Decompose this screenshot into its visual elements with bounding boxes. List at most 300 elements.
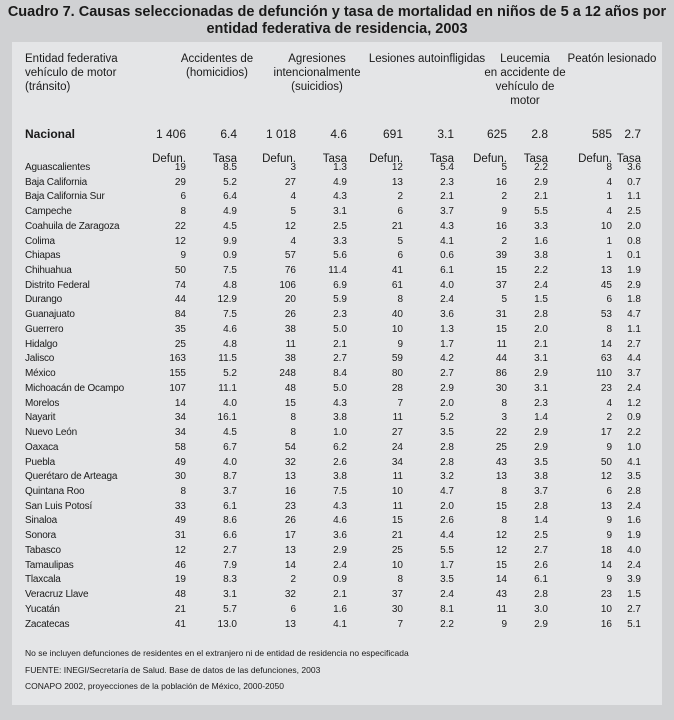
peaton-defun-cell: 2 xyxy=(606,412,612,424)
peaton-tasa-cell: 2.9 xyxy=(627,279,641,291)
header-line: Entidad federativa xyxy=(25,53,118,65)
table-row xyxy=(12,410,641,425)
agresiones-defun-cell: 48 xyxy=(284,382,296,394)
peaton-tasa-cell: 1.1 xyxy=(627,191,641,203)
agresiones-tasa-cell: 2.4 xyxy=(333,559,347,571)
peaton-tasa-cell: 4.0 xyxy=(627,544,641,556)
accidentes-defun-cell: 8 xyxy=(180,206,186,218)
entity-name-cell: Sinaloa xyxy=(25,515,57,527)
peaton-defun-cell: 1 xyxy=(606,191,612,203)
leucemia-tasa-cell: 2.4 xyxy=(534,279,548,291)
leucemia-tasa-cell: 2.8 xyxy=(534,589,548,601)
agresiones-tasa-cell: 11.4 xyxy=(328,265,347,276)
agresiones-defun-cell: 106 xyxy=(279,279,296,291)
peaton-defun-cell: 23 xyxy=(600,589,612,601)
lesiones-tasa-cell: 5.5 xyxy=(440,544,454,556)
lesiones-tasa-cell: 3.7 xyxy=(440,206,454,218)
peaton-defun-cell: 13 xyxy=(600,265,612,276)
leucemia-defun-cell: 22 xyxy=(495,427,507,439)
accidentes-defun-cell: 21 xyxy=(174,603,186,615)
peaton-tasa-cell: 2.7 xyxy=(627,338,641,350)
agresiones-defun-cell: 5 xyxy=(290,206,296,218)
agresiones-tasa-cell: 5.9 xyxy=(333,294,347,306)
leucemia-defun-cell: 5 xyxy=(501,161,507,173)
table-row xyxy=(12,455,641,470)
lesiones-tasa-cell: 2.1 xyxy=(440,191,454,203)
peaton-tasa-cell: 2.4 xyxy=(627,559,641,571)
accidentes-defun-cell: 31 xyxy=(174,530,186,542)
accidentes-tasa-cell: 4.8 xyxy=(223,279,237,291)
lesiones-defun-cell: 2 xyxy=(397,191,403,203)
agresiones-defun-cell: 38 xyxy=(284,323,296,335)
table-row xyxy=(12,293,641,308)
lesiones-defun-cell: 11 xyxy=(392,412,403,424)
table-row xyxy=(12,352,641,367)
accidentes-tasa-cell: 4.6 xyxy=(223,323,237,335)
accidentes-tasa-cell: 6.1 xyxy=(223,500,237,512)
lesiones-tasa-cell: 5.4 xyxy=(440,161,454,173)
peaton-defun-cell: 1 xyxy=(606,250,612,262)
accidentes-defun-cell: 25 xyxy=(174,338,186,350)
table-row xyxy=(12,263,641,278)
accidentes-defun-cell: 29 xyxy=(174,176,186,188)
agresiones-defun-cell: 4 xyxy=(290,235,296,247)
peaton-defun-cell: 4 xyxy=(606,206,612,218)
agresiones-defun-cell: 13 xyxy=(284,471,296,483)
subheader-tasa: Tasa xyxy=(616,153,641,165)
leucemia-defun-cell: 13 xyxy=(495,471,507,483)
leucemia-defun-cell: 15 xyxy=(495,559,507,571)
lesiones-defun-cell: 30 xyxy=(391,603,403,615)
agresiones-defun-cell: 15 xyxy=(284,397,296,409)
entity-name-cell: Morelos xyxy=(25,397,60,409)
peaton-tasa-cell: 4.1 xyxy=(627,456,641,468)
lesiones-defun-cell: 40 xyxy=(391,309,403,321)
entity-name-cell: Zacatecas xyxy=(25,618,70,630)
agresiones-defun-cell: 13 xyxy=(284,618,296,630)
accidentes-tasa-cell: 2.7 xyxy=(223,544,237,556)
accidentes-defun-cell: 46 xyxy=(174,559,186,571)
table-row xyxy=(12,528,641,543)
table-row xyxy=(12,278,641,293)
peaton-tasa-cell: 2.4 xyxy=(627,500,641,512)
agresiones-defun-cell: 26 xyxy=(284,309,296,321)
accidentes-defun-cell: 58 xyxy=(174,441,186,453)
table-row xyxy=(12,322,641,337)
accidentes-tasa-cell: 6.7 xyxy=(223,441,237,453)
agresiones-tasa-cell: 7.5 xyxy=(333,486,347,498)
agresiones-tasa-cell: 5.6 xyxy=(333,250,347,262)
agresiones-tasa-cell: 6.2 xyxy=(333,441,347,453)
peaton-tasa-cell: 3.6 xyxy=(627,161,641,173)
entity-name-cell: Tabasco xyxy=(25,544,61,556)
leucemia-tasa-cell: 2.2 xyxy=(534,265,548,276)
leucemia-tasa-cell: 3.1 xyxy=(534,382,548,394)
accidentes-defun-cell: 19 xyxy=(174,574,186,586)
subheader-defun: Defun. xyxy=(473,153,507,165)
leucemia-defun-cell: 43 xyxy=(495,589,507,601)
peaton-defun-cell: 8 xyxy=(606,161,612,173)
agresiones-tasa-cell: 3.1 xyxy=(333,206,347,218)
table-row xyxy=(12,307,641,322)
agresiones-tasa-cell: 2.6 xyxy=(333,456,347,468)
leucemia-tasa-cell: 3.0 xyxy=(534,603,548,615)
leucemia-defun-cell: 9 xyxy=(501,618,507,630)
peaton-tasa-cell: 2.7 xyxy=(624,127,641,141)
agresiones-defun-cell: 38 xyxy=(284,353,296,365)
leucemia-defun-cell: 37 xyxy=(495,279,507,291)
header-agresiones xyxy=(262,52,372,94)
entity-name-cell: Nacional xyxy=(25,127,76,141)
accidentes-defun-cell: 107 xyxy=(169,382,186,394)
agresiones-defun-cell: 32 xyxy=(284,456,296,468)
header-leucemia xyxy=(480,52,570,108)
peaton-tasa-cell: 4.4 xyxy=(627,353,641,365)
leucemia-tasa-cell: 2.5 xyxy=(534,530,548,542)
accidentes-defun-cell: 12 xyxy=(174,235,186,247)
peaton-defun-cell: 53 xyxy=(600,309,612,321)
entity-name-cell: Nayarit xyxy=(25,412,56,424)
leucemia-tasa-cell: 2.9 xyxy=(534,441,548,453)
agresiones-defun-cell: 57 xyxy=(284,250,296,262)
leucemia-tasa-cell: 2.3 xyxy=(534,397,548,409)
agresiones-defun-cell: 16 xyxy=(284,486,296,498)
accidentes-tasa-cell: 3.1 xyxy=(223,589,237,601)
accidentes-defun-cell: 1 406 xyxy=(155,127,186,141)
agresiones-tasa-cell: 4.3 xyxy=(333,397,347,409)
agresiones-defun-cell: 8 xyxy=(290,427,296,439)
table-row xyxy=(12,396,641,411)
entity-name-cell: Tamaulipas xyxy=(25,559,74,571)
lesiones-tasa-cell: 6.1 xyxy=(440,265,454,276)
accidentes-tasa-cell: 5.2 xyxy=(223,176,237,188)
leucemia-tasa-cell: 2.1 xyxy=(534,191,548,203)
lesiones-tasa-cell: 2.9 xyxy=(440,382,454,394)
header-line: vehículo de xyxy=(495,81,555,93)
peaton-defun-cell: 9 xyxy=(606,515,612,527)
accidentes-defun-cell: 14 xyxy=(174,397,186,409)
subheader-tasa: Tasa xyxy=(429,153,454,165)
lesiones-tasa-cell: 4.1 xyxy=(440,235,454,247)
peaton-tasa-cell: 2.0 xyxy=(627,220,641,232)
peaton-tasa-cell: 4.7 xyxy=(627,309,641,321)
peaton-tasa-cell: 2.2 xyxy=(627,427,641,439)
accidentes-defun-cell: 155 xyxy=(169,368,186,380)
national-row-table xyxy=(12,126,641,142)
agresiones-tasa-cell: 1.6 xyxy=(333,603,347,615)
peaton-defun-cell: 6 xyxy=(606,486,612,498)
lesiones-tasa-cell: 4.3 xyxy=(440,220,454,232)
table-row xyxy=(12,189,641,204)
title-line-1: Cuadro 7. Causas seleccionadas de defunción y tasa de mortalidad en niños de 5 a 12 años por xyxy=(7,4,667,20)
agresiones-defun-cell: 4 xyxy=(290,191,296,203)
lesiones-defun-cell: 7 xyxy=(397,397,403,409)
peaton-defun-cell: 9 xyxy=(606,574,612,586)
header-line: (tránsito) xyxy=(25,81,71,93)
agresiones-tasa-cell: 3.8 xyxy=(333,471,347,483)
lesiones-defun-cell: 34 xyxy=(391,456,403,468)
leucemia-defun-cell: 25 xyxy=(495,441,507,453)
table-row xyxy=(12,514,641,529)
lesiones-defun-cell: 8 xyxy=(397,294,403,306)
entity-name-cell: Yucatán xyxy=(25,603,60,615)
leucemia-defun-cell: 2 xyxy=(501,191,507,203)
lesiones-tasa-cell: 2.4 xyxy=(440,294,454,306)
lesiones-defun-cell: 5 xyxy=(397,235,403,247)
peaton-defun-cell: 585 xyxy=(591,127,612,141)
accidentes-tasa-cell: 3.7 xyxy=(223,486,237,498)
agresiones-defun-cell: 14 xyxy=(284,559,296,571)
table-row xyxy=(12,175,641,190)
accidentes-defun-cell: 8 xyxy=(180,486,186,498)
lesiones-defun-cell: 13 xyxy=(391,176,403,188)
peaton-defun-cell: 9 xyxy=(606,530,612,542)
leucemia-tasa-cell: 3.7 xyxy=(534,486,548,498)
accidentes-tasa-cell: 7.9 xyxy=(223,559,237,571)
entity-name-cell: Guerrero xyxy=(25,323,64,335)
entity-name-cell: Tlaxcala xyxy=(25,574,61,586)
accidentes-defun-cell: 44 xyxy=(174,294,186,306)
lesiones-defun-cell: 8 xyxy=(397,574,403,586)
accidentes-tasa-cell: 11.1 xyxy=(218,382,237,394)
leucemia-tasa-cell: 1.6 xyxy=(534,235,548,247)
leucemia-tasa-cell: 1.4 xyxy=(534,412,548,424)
peaton-tasa-cell: 1.1 xyxy=(627,323,641,335)
peaton-tasa-cell: 2.4 xyxy=(627,382,641,394)
peaton-tasa-cell: 1.9 xyxy=(627,265,641,276)
leucemia-defun-cell: 8 xyxy=(501,486,507,498)
header-line: (homicidios) xyxy=(186,67,248,79)
table-row xyxy=(12,617,641,632)
entity-name-cell: Quintana Roo xyxy=(25,486,85,498)
leucemia-tasa-cell: 2.7 xyxy=(534,544,548,556)
leucemia-defun-cell: 625 xyxy=(486,127,507,141)
header-line: (suicidios) xyxy=(291,81,343,93)
accidentes-tasa-cell: 4.5 xyxy=(223,220,237,232)
table-row xyxy=(12,573,641,588)
leucemia-tasa-cell: 2.9 xyxy=(534,176,548,188)
peaton-tasa-cell: 1.0 xyxy=(627,441,641,453)
subheader-defun: Defun. xyxy=(578,153,612,165)
agresiones-tasa-cell: 4.9 xyxy=(333,176,347,188)
table-row xyxy=(12,219,641,234)
lesiones-tasa-cell: 2.0 xyxy=(440,500,454,512)
accidentes-tasa-cell: 4.8 xyxy=(223,338,237,350)
leucemia-tasa-cell: 6.1 xyxy=(534,574,548,586)
peaton-tasa-cell: 0.8 xyxy=(627,235,641,247)
peaton-defun-cell: 8 xyxy=(606,323,612,335)
agresiones-defun-cell: 26 xyxy=(284,515,296,527)
subheader-tasa: Tasa xyxy=(322,153,347,165)
data-table xyxy=(12,160,641,632)
notes xyxy=(25,645,409,695)
entity-name-cell: Sonora xyxy=(25,530,57,542)
peaton-defun-cell: 9 xyxy=(606,441,612,453)
accidentes-defun-cell: 41 xyxy=(174,618,186,630)
leucemia-defun-cell: 15 xyxy=(495,323,507,335)
accidentes-defun-cell: 30 xyxy=(174,471,186,483)
lesiones-defun-cell: 80 xyxy=(391,368,403,380)
table-row xyxy=(12,337,641,352)
agresiones-tasa-cell: 4.6 xyxy=(330,127,347,141)
lesiones-defun-cell: 11 xyxy=(392,500,403,512)
peaton-defun-cell: 63 xyxy=(600,353,612,365)
leucemia-defun-cell: 2 xyxy=(501,235,507,247)
entity-name-cell: Puebla xyxy=(25,456,55,468)
header-line: motor xyxy=(510,95,540,107)
lesiones-tasa-cell: 1.3 xyxy=(440,323,454,335)
peaton-defun-cell: 14 xyxy=(600,338,612,350)
accidentes-defun-cell: 74 xyxy=(174,279,186,291)
peaton-defun-cell: 17 xyxy=(600,427,612,439)
peaton-tasa-cell: 1.9 xyxy=(627,530,641,542)
subheader-defun: Defun. xyxy=(369,153,403,165)
peaton-defun-cell: 50 xyxy=(600,456,612,468)
leucemia-defun-cell: 8 xyxy=(501,515,507,527)
peaton-tasa-cell: 5.1 xyxy=(627,618,641,630)
accidentes-defun-cell: 6 xyxy=(180,191,186,203)
leucemia-tasa-cell: 1.4 xyxy=(534,515,548,527)
agresiones-tasa-cell: 5.0 xyxy=(333,382,347,394)
entity-name-cell: San Luis Potosí xyxy=(25,500,93,512)
table-row xyxy=(12,543,641,558)
accidentes-defun-cell: 19 xyxy=(174,161,186,173)
peaton-tasa-cell: 2.7 xyxy=(627,603,641,615)
subheader-defun: Defun. xyxy=(152,153,186,165)
agresiones-tasa-cell: 3.3 xyxy=(333,235,347,247)
lesiones-defun-cell: 28 xyxy=(391,382,403,394)
leucemia-defun-cell: 11 xyxy=(496,603,507,615)
agresiones-tasa-cell: 3.6 xyxy=(333,530,347,542)
leucemia-defun-cell: 12 xyxy=(495,530,507,542)
leucemia-tasa-cell: 2.2 xyxy=(534,161,548,173)
lesiones-tasa-cell: 0.6 xyxy=(440,250,454,262)
agresiones-defun-cell: 248 xyxy=(279,368,296,380)
entity-name-cell: Jalisco xyxy=(25,353,55,365)
leucemia-tasa-cell: 2.6 xyxy=(534,559,548,571)
agresiones-defun-cell: 11 xyxy=(285,338,296,350)
peaton-defun-cell: 110 xyxy=(596,368,612,380)
leucemia-defun-cell: 11 xyxy=(496,338,507,350)
leucemia-tasa-cell: 2.1 xyxy=(534,338,548,350)
accidentes-tasa-cell: 4.5 xyxy=(223,427,237,439)
peaton-defun-cell: 18 xyxy=(600,544,612,556)
peaton-defun-cell: 1 xyxy=(606,235,612,247)
table-title xyxy=(0,4,674,38)
accidentes-tasa-cell: 11.5 xyxy=(218,353,237,365)
lesiones-tasa-cell: 1.7 xyxy=(440,559,454,571)
entity-name-cell: Guanajuato xyxy=(25,309,75,321)
leucemia-tasa-cell: 2.9 xyxy=(534,427,548,439)
accidentes-tasa-cell: 8.5 xyxy=(223,161,237,173)
agresiones-defun-cell: 3 xyxy=(290,161,296,173)
subheader-tasa: Tasa xyxy=(212,153,237,165)
accidentes-tasa-cell: 4.0 xyxy=(223,456,237,468)
leucemia-defun-cell: 15 xyxy=(495,500,507,512)
peaton-tasa-cell: 3.9 xyxy=(627,574,641,586)
lesiones-defun-cell: 24 xyxy=(391,441,403,453)
leucemia-defun-cell: 30 xyxy=(495,382,507,394)
lesiones-defun-cell: 15 xyxy=(391,515,403,527)
table-row xyxy=(12,204,641,219)
agresiones-tasa-cell: 0.9 xyxy=(333,574,347,586)
lesiones-defun-cell: 12 xyxy=(391,161,403,173)
lesiones-tasa-cell: 3.5 xyxy=(440,574,454,586)
header-accidentes xyxy=(162,52,272,80)
agresiones-tasa-cell: 3.8 xyxy=(333,412,347,424)
lesiones-tasa-cell: 2.8 xyxy=(440,456,454,468)
agresiones-tasa-cell: 2.5 xyxy=(333,220,347,232)
peaton-defun-cell: 13 xyxy=(600,500,612,512)
agresiones-tasa-cell: 8.4 xyxy=(333,368,347,380)
accidentes-defun-cell: 50 xyxy=(174,265,186,276)
accidentes-defun-cell: 49 xyxy=(174,456,186,468)
agresiones-tasa-cell: 2.3 xyxy=(333,309,347,321)
peaton-tasa-cell: 3.5 xyxy=(627,471,641,483)
entity-name-cell: México xyxy=(25,368,56,380)
peaton-defun-cell: 16 xyxy=(600,618,612,630)
lesiones-tasa-cell: 2.6 xyxy=(440,515,454,527)
accidentes-tasa-cell: 6.6 xyxy=(223,530,237,542)
entity-name-cell: Colima xyxy=(25,235,55,247)
peaton-defun-cell: 4 xyxy=(606,397,612,409)
peaton-defun-cell: 10 xyxy=(600,603,612,615)
leucemia-tasa-cell: 5.5 xyxy=(534,206,548,218)
lesiones-tasa-cell: 4.0 xyxy=(440,279,454,291)
peaton-defun-cell: 4 xyxy=(606,176,612,188)
lesiones-tasa-cell: 2.0 xyxy=(440,397,454,409)
lesiones-tasa-cell: 2.4 xyxy=(440,589,454,601)
agresiones-tasa-cell: 6.9 xyxy=(333,279,347,291)
accidentes-tasa-cell: 16.1 xyxy=(217,412,237,424)
leucemia-defun-cell: 14 xyxy=(495,574,507,586)
accidentes-tasa-cell: 6.4 xyxy=(223,191,237,203)
entity-name-cell: Baja California xyxy=(25,176,88,188)
accidentes-defun-cell: 48 xyxy=(174,589,186,601)
lesiones-tasa-cell: 4.2 xyxy=(440,353,454,365)
accidentes-tasa-cell: 4.0 xyxy=(223,397,237,409)
title-line-2: entidad federativa de residencia, 2003 xyxy=(206,21,468,37)
peaton-tasa-cell: 3.7 xyxy=(627,368,641,380)
lesiones-defun-cell: 61 xyxy=(391,279,403,291)
header-line: vehículo de motor xyxy=(25,67,117,79)
leucemia-defun-cell: 8 xyxy=(501,397,507,409)
agresiones-tasa-cell: 4.3 xyxy=(333,191,347,203)
table-row xyxy=(12,558,641,573)
source-line: FUENTE: INEGI/Secretaría de Salud. Base de datos de las defunciones, 2003 xyxy=(25,664,321,675)
accidentes-defun-cell: 35 xyxy=(174,323,186,335)
table-row xyxy=(12,248,641,263)
lesiones-defun-cell: 7 xyxy=(397,618,403,630)
header-lesiones xyxy=(367,52,487,66)
leucemia-defun-cell: 16 xyxy=(495,220,507,232)
lesiones-tasa-cell: 2.2 xyxy=(440,618,454,630)
table-row xyxy=(12,234,641,249)
entity-name-cell: Durango xyxy=(25,294,62,306)
entity-name-cell: Querétaro de Arteaga xyxy=(25,471,118,483)
lesiones-defun-cell: 21 xyxy=(391,220,403,232)
leucemia-defun-cell: 3 xyxy=(501,412,507,424)
accidentes-defun-cell: 34 xyxy=(174,412,186,424)
agresiones-tasa-cell: 2.7 xyxy=(333,353,347,365)
lesiones-defun-cell: 10 xyxy=(391,486,403,498)
leucemia-defun-cell: 5 xyxy=(501,294,507,306)
accidentes-tasa-cell: 8.3 xyxy=(223,574,237,586)
peaton-tasa-cell: 1.5 xyxy=(627,589,641,601)
lesiones-tasa-cell: 2.8 xyxy=(440,441,454,453)
accidentes-tasa-cell: 13.0 xyxy=(217,618,237,630)
lesiones-tasa-cell: 3.1 xyxy=(437,127,454,141)
